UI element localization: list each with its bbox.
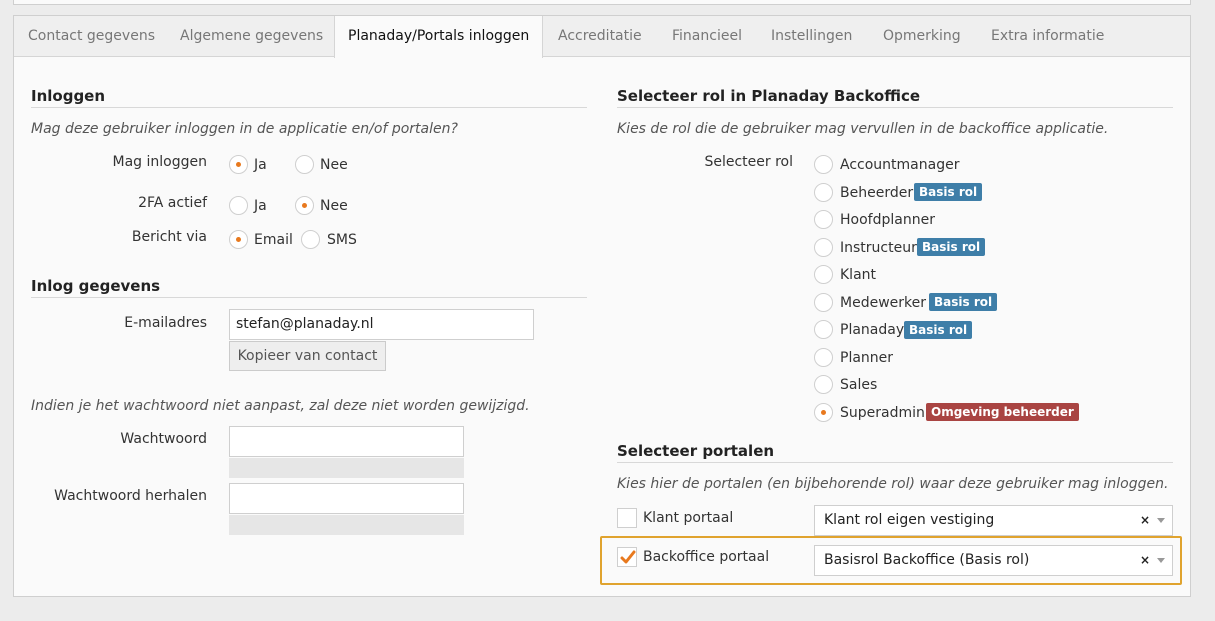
clear-icon[interactable]: × [1139, 553, 1150, 567]
password-note: Indien je het wachtwoord niet aanpast, zal deze niet worden gewijzigd. [31, 398, 530, 414]
tab-extra-informatie[interactable]: Extra informatie [991, 28, 1105, 44]
portals-section-divider [617, 462, 1173, 463]
role-planaday-radio[interactable] [814, 320, 833, 339]
chevron-down-icon[interactable] [1157, 558, 1165, 563]
role-planner-label: Planner [840, 350, 894, 366]
twofa-nee-radio[interactable] [295, 196, 314, 215]
role-sales-label: Sales [840, 377, 878, 393]
mag-inloggen-nee-radio[interactable] [295, 155, 314, 174]
bericht-sms-label: SMS [327, 232, 357, 248]
mag-inloggen-ja-radio[interactable] [229, 155, 248, 174]
tab-algemene-gegevens[interactable]: Algemene gegevens [180, 28, 324, 44]
role-instructeur-label: Instructeur [840, 240, 917, 256]
role-medewerker-badge: Basis rol [929, 293, 997, 311]
bericht-sms-radio[interactable] [301, 230, 320, 249]
role-section-divider [617, 107, 1173, 108]
credentials-section-divider [31, 297, 587, 298]
password-label: Wachtwoord [120, 431, 207, 447]
role-hoofdplanner-label: Hoofdplanner [840, 212, 935, 228]
klant-portaal-role-select[interactable] [814, 505, 1173, 536]
previous-panel-edge [13, 0, 1191, 5]
backoffice-portaal-checkbox[interactable] [617, 547, 637, 567]
bericht-via-label: Bericht via [131, 229, 207, 245]
role-medewerker-radio[interactable] [814, 293, 833, 312]
role-medewerker-label: Medewerker [840, 295, 926, 311]
role-sales-radio[interactable] [814, 375, 833, 394]
klant-portaal-role-value: Klant rol eigen vestiging [824, 512, 995, 528]
mag-inloggen-nee-label: Nee [320, 157, 348, 173]
role-beheerder-badge: Basis rol [914, 183, 982, 201]
tab-planaday-portals-inloggen[interactable]: Planaday/Portals inloggen [334, 16, 543, 58]
role-instructeur-badge: Basis rol [917, 238, 985, 256]
tab-opmerking[interactable]: Opmerking [883, 28, 961, 44]
password-repeat-input[interactable] [229, 483, 464, 514]
role-planner-radio[interactable] [814, 348, 833, 367]
backoffice-portaal-role-select[interactable] [814, 545, 1173, 576]
twofa-ja-label: Ja [254, 198, 267, 214]
role-hoofdplanner-radio[interactable] [814, 210, 833, 229]
login-section-divider [31, 107, 587, 108]
role-planaday-badge: Basis rol [904, 321, 972, 339]
role-description: Kies de rol die de gebruiker mag vervullen in de backoffice applicatie. [617, 121, 1109, 137]
password-repeat-strength-bar [229, 515, 464, 535]
email-label: E-mailadres [124, 315, 207, 331]
tab-accreditatie[interactable]: Accreditatie [558, 28, 642, 44]
chevron-down-icon[interactable] [1157, 518, 1165, 523]
login-section-title: Inloggen [31, 87, 106, 105]
klant-portaal-label: Klant portaal [643, 510, 734, 526]
email-input[interactable]: stefan@planaday.nl [229, 309, 534, 340]
backoffice-portaal-role-value: Basisrol Backoffice (Basis rol) [824, 552, 1030, 568]
credentials-section-title: Inlog gegevens [31, 277, 161, 295]
tab-bar [14, 16, 1190, 57]
backoffice-portaal-label: Backoffice portaal [643, 549, 770, 565]
role-instructeur-radio[interactable] [814, 238, 833, 257]
copy-from-contact-button[interactable]: Kopieer van contact [229, 341, 386, 371]
role-beheerder-label: Beheerder [840, 185, 914, 201]
role-superadmin-label: Superadmin [840, 405, 925, 421]
bericht-email-radio[interactable] [229, 230, 248, 249]
portals-description: Kies hier de portalen (en bijbehorende rol) waar deze gebruiker mag inloggen. [617, 476, 1169, 492]
role-planaday-label: Planaday [840, 322, 905, 338]
role-accountmanager-radio[interactable] [814, 155, 833, 174]
mag-inloggen-label: Mag inloggen [112, 154, 207, 170]
role-accountmanager-label: Accountmanager [840, 157, 960, 173]
tab-contact-gegevens[interactable]: Contact gegevens [28, 28, 155, 44]
mag-inloggen-ja-label: Ja [254, 157, 267, 173]
role-superadmin-radio[interactable] [814, 403, 833, 422]
role-superadmin-badge: Omgeving beheerder [926, 403, 1079, 421]
password-repeat-label: Wachtwoord herhalen [54, 488, 207, 504]
password-strength-bar [229, 458, 464, 478]
twofa-ja-radio[interactable] [229, 196, 248, 215]
password-input[interactable] [229, 426, 464, 457]
select-role-label: Selecteer rol [704, 154, 793, 170]
login-description: Mag deze gebruiker inloggen in de applicatie en/of portalen? [31, 121, 458, 137]
tab-financieel[interactable]: Financieel [672, 28, 742, 44]
role-klant-radio[interactable] [814, 265, 833, 284]
portals-section-title: Selecteer portalen [617, 442, 775, 460]
role-klant-label: Klant [840, 267, 877, 283]
checkmark-icon [619, 549, 637, 567]
tab-instellingen[interactable]: Instellingen [771, 28, 853, 44]
clear-icon[interactable]: × [1139, 513, 1150, 527]
role-beheerder-radio[interactable] [814, 183, 833, 202]
klant-portaal-checkbox[interactable] [617, 508, 637, 528]
user-edit-panel [13, 15, 1191, 597]
twofa-label: 2FA actief [138, 195, 207, 211]
twofa-nee-label: Nee [320, 198, 348, 214]
role-section-title: Selecteer rol in Planaday Backoffice [617, 87, 921, 105]
bericht-email-label: Email [254, 232, 293, 248]
